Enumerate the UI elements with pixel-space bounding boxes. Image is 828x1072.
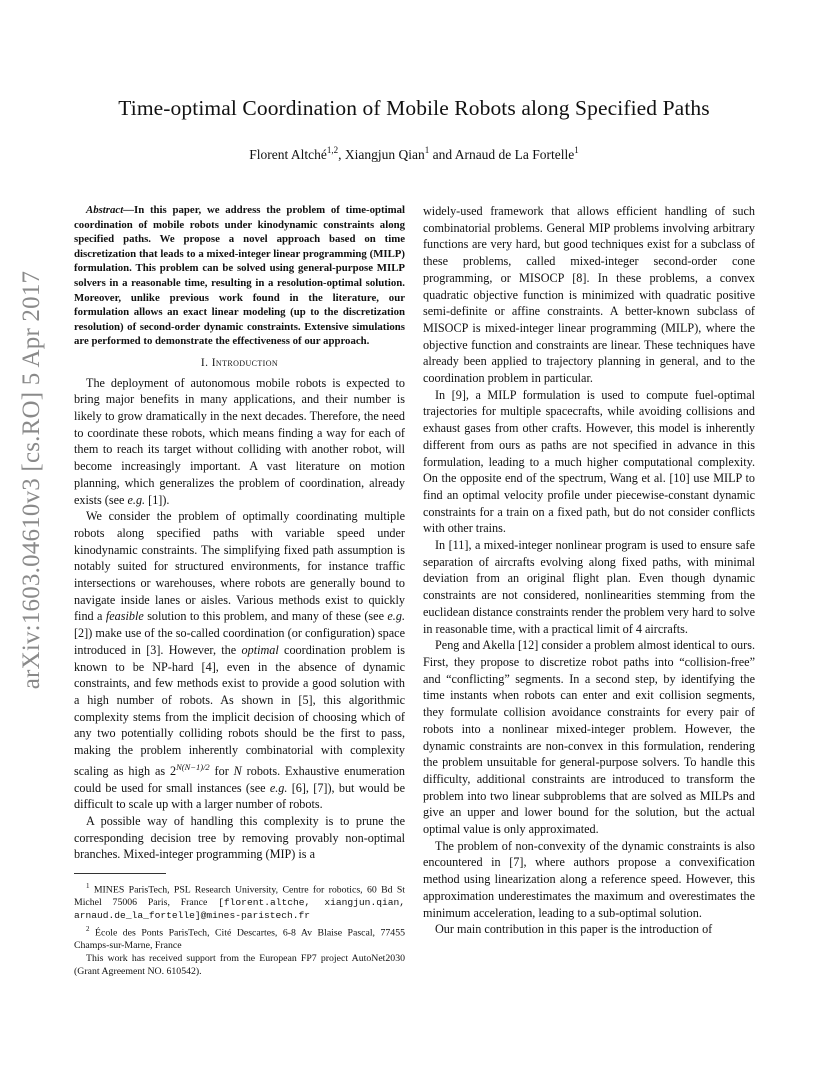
footnote-text: MINES ParisTech, PSL Research University, Centre for robotics, 60 Bd St Michel 75006 Paris, France [74, 884, 405, 909]
author-name: , Xiangjun Qian [338, 147, 425, 162]
paragraph-text: [1]). [145, 492, 170, 507]
paragraph-text: solution to this problem, and many of these (see [143, 609, 388, 624]
abstract-text: In this paper, we address the problem of time-optimal coordination of mobile robots under kinodynamic constraints along specified paths. We propose a novel approach based on time discretization that leads to a mixed-integer linear programming (MILP) formulation. This problem can be solved using general-purpose MILP solvers in a reasonable time, resulting in a resolution-optimal solution. Moreover, unlike previous work found in the literature, our formulation allows an exact linear modeling (up to the discretization resolution) of second-order dynamic constraints. Extensive simulations are performed to demonstrate the effectiveness of our approach. [74, 204, 405, 348]
abstract [74, 203, 405, 349]
paragraph-text: We consider the problem of optimally coordinating multiple robots along specified paths with variable speed under kinodynamic constraints. The simplifying fixed path assumption is notably suited for structured environments, for instance traffic intersections or warehouses, where robots are generally bound to navigate inside lanes or aisles. Various methods exist to quickly find a [74, 509, 405, 624]
section-heading-introduction [74, 355, 405, 372]
intro-paragraph-7: Peng and Akella [12] consider a problem almost identical to ours. First, they propose to discretize robot paths into “collision-free” and “conflicting” segments. In a second step, by identifying the time instants when robots can enter and exit collision segments, they formulate collision avoidance constraints for every pair of robots into a nonlinear mixed-integer problem. However, the dynamic constraints are non-convex in this formulation, rendering the problem unsuitable for general-purpose solvers. To handle this difficulty, additional constraints are introduced to transform the problem into two linear subproblems that are solved as MILPs and give an upper and lower bound for the solution, but the actual optimal value is only approximated. [423, 638, 755, 837]
footnote-marker: 1 [86, 882, 90, 891]
paragraph-text: [6], [7]), but would be difficult to scale up with a larger number of robots. [74, 780, 405, 812]
intro-paragraph-1 [74, 375, 405, 509]
intro-paragraph-4: widely-used framework that allows efficient handling of such combinatorial problems. General MIP problems involving arbitrary functions are very hard, but good techniques exist for a subclass of these problems, called mixed-integer second-order cone programming, or MISOCP [8]. In these problems, a convex quadratic objective function is minimized with quadratic positive semi-definite or affine constraints. A better-known subclass of MISOCP is mixed-integer linear programming (MILP), where the objective function and constraints are linear. These techniques have already been applied to trajectory planning in general, and to the coordination problem in particular. [423, 204, 755, 386]
footnote-divider [74, 873, 166, 874]
affiliation-marker: 1,2 [326, 145, 339, 155]
paper-title: Time-optimal Coordination of Mobile Robots along Specified Paths [118, 96, 710, 120]
math-variable: N [233, 763, 242, 778]
footnote-text: École des Ponts ParisTech, Cité Descartes, 6-8 Av Blaise Pascal, 77455 Champs-sur-Marne, France [74, 927, 405, 952]
intro-paragraph-2 [74, 508, 405, 813]
right-column [423, 203, 755, 938]
paragraph-text: coordination problem is known to be NP-hard [4], even in the absence of dynamic constraints, and few methods exist to provide a good solution with a high number of robots. As shown in [5], this algorithmic complexity stems from the implicit decision of choosing which of any two potentially colliding robots should be the first to pass, making the problem inherently combinatorial with complexity scaling as high as [74, 642, 406, 778]
paragraph-text-italic: e.g. [127, 492, 146, 507]
intro-paragraph-9: Our main contribution in this paper is the introduction of [435, 922, 713, 937]
paragraph-text: The deployment of autonomous mobile robots is expected to bring major benefits in many applications, and their number is likely to grow dramatically in the next decades. Therefore, the need to coordinate these robots, which means finding a way for each of them to reach its target without colliding with another robot, will become increasingly important. A vast literature on motion planning, which generalizes the problem of coordination, already exists (see [74, 375, 405, 507]
arxiv-identifier-stamp [12, 270, 52, 690]
intro-paragraph-6: In [11], a mixed-integer nonlinear program is used to ensure safe separation of aircrafts evolving along fixed paths, with minimal deviation from an original flight plan. Even though dynamic constraints are not considered, nonlinearities stemming from the euclidean distance constraints render the problem very hard to solve in reasonable time, with a practical limit of 4 aircrafts. [423, 538, 755, 636]
left-column [74, 203, 405, 979]
paragraph-text-italic: e.g. [269, 780, 288, 795]
footnote-3: This work has received support from the European FP7 project AutoNet2030 (Grant Agreement NO. 610542). [74, 953, 405, 978]
footnote-email: [florent.altche, xiangjun.qian, arnaud.de_la_fortelle]@mines-paristech.fr [74, 897, 405, 922]
footnote-marker: 2 [86, 925, 90, 934]
paragraph-text: [2]) make use of the so-called coordination (or configuration) space introduced in [3]. However, the [74, 626, 405, 657]
paragraph-text-italic: e.g. [387, 609, 405, 624]
paragraph-text-italic: optimal [241, 642, 279, 657]
paragraph-text: for [209, 763, 234, 778]
affiliation-marker: 1 [574, 145, 579, 155]
section-title: Introduction [211, 356, 279, 369]
paragraph-text: robots. Exhaustive enumeration could be used for small instances (see [74, 763, 405, 795]
intro-paragraph-5: In [9], a MILP formulation is used to compute fuel-optimal trajectories for multiple spacecrafts, while avoiding collisions and exhaust gases from other crafts. However, this model is inherently different from ours as paths are not specified in advance in this formulation, leading to a much higher computational complexity. On the opposite end of the spectrum, Wang et al. [10] use MILP to find an optimal velocity profile under piecewise-constant dynamic constraints for a train on a fixed path, but do not consider conflicts with other trains. [423, 387, 755, 536]
footnotes [74, 880, 405, 979]
author-name: and Arnaud de La Fortelle [429, 147, 575, 162]
author-name: Florent Altché [249, 147, 327, 162]
abstract-heading: Abstract [86, 204, 124, 216]
intro-paragraph-3: A possible way of handling this complexity is to prune the corresponding decision tree by removing provably non-optimal branches. Mixed-integer programming (MIP) is a [74, 813, 405, 862]
inline-math [169, 761, 210, 778]
abstract-dash: — [123, 204, 134, 216]
section-number: I. [200, 356, 212, 369]
footnote-1 [74, 880, 405, 923]
paragraph-text-italic: feasible [105, 609, 144, 624]
affiliation-marker: 1 [424, 145, 430, 155]
intro-paragraph-8: The problem of non-convexity of the dynamic constraints is also encountered in [7], where authors propose a convexification method using linearization along a reference speed. However, this approximation underestimates the maximum and overestimates the minimum acceleration, leading to a sub-optimal solution. [423, 838, 755, 920]
footnote-2 [74, 923, 405, 953]
author-line [60, 145, 768, 163]
math-base: 2 [169, 763, 177, 778]
math-exponent: N(N−1)/2 [176, 761, 210, 772]
arxiv-identifier-text: arXiv:1603.04610v3 [cs.RO] 5 Apr 2017 [18, 270, 45, 690]
